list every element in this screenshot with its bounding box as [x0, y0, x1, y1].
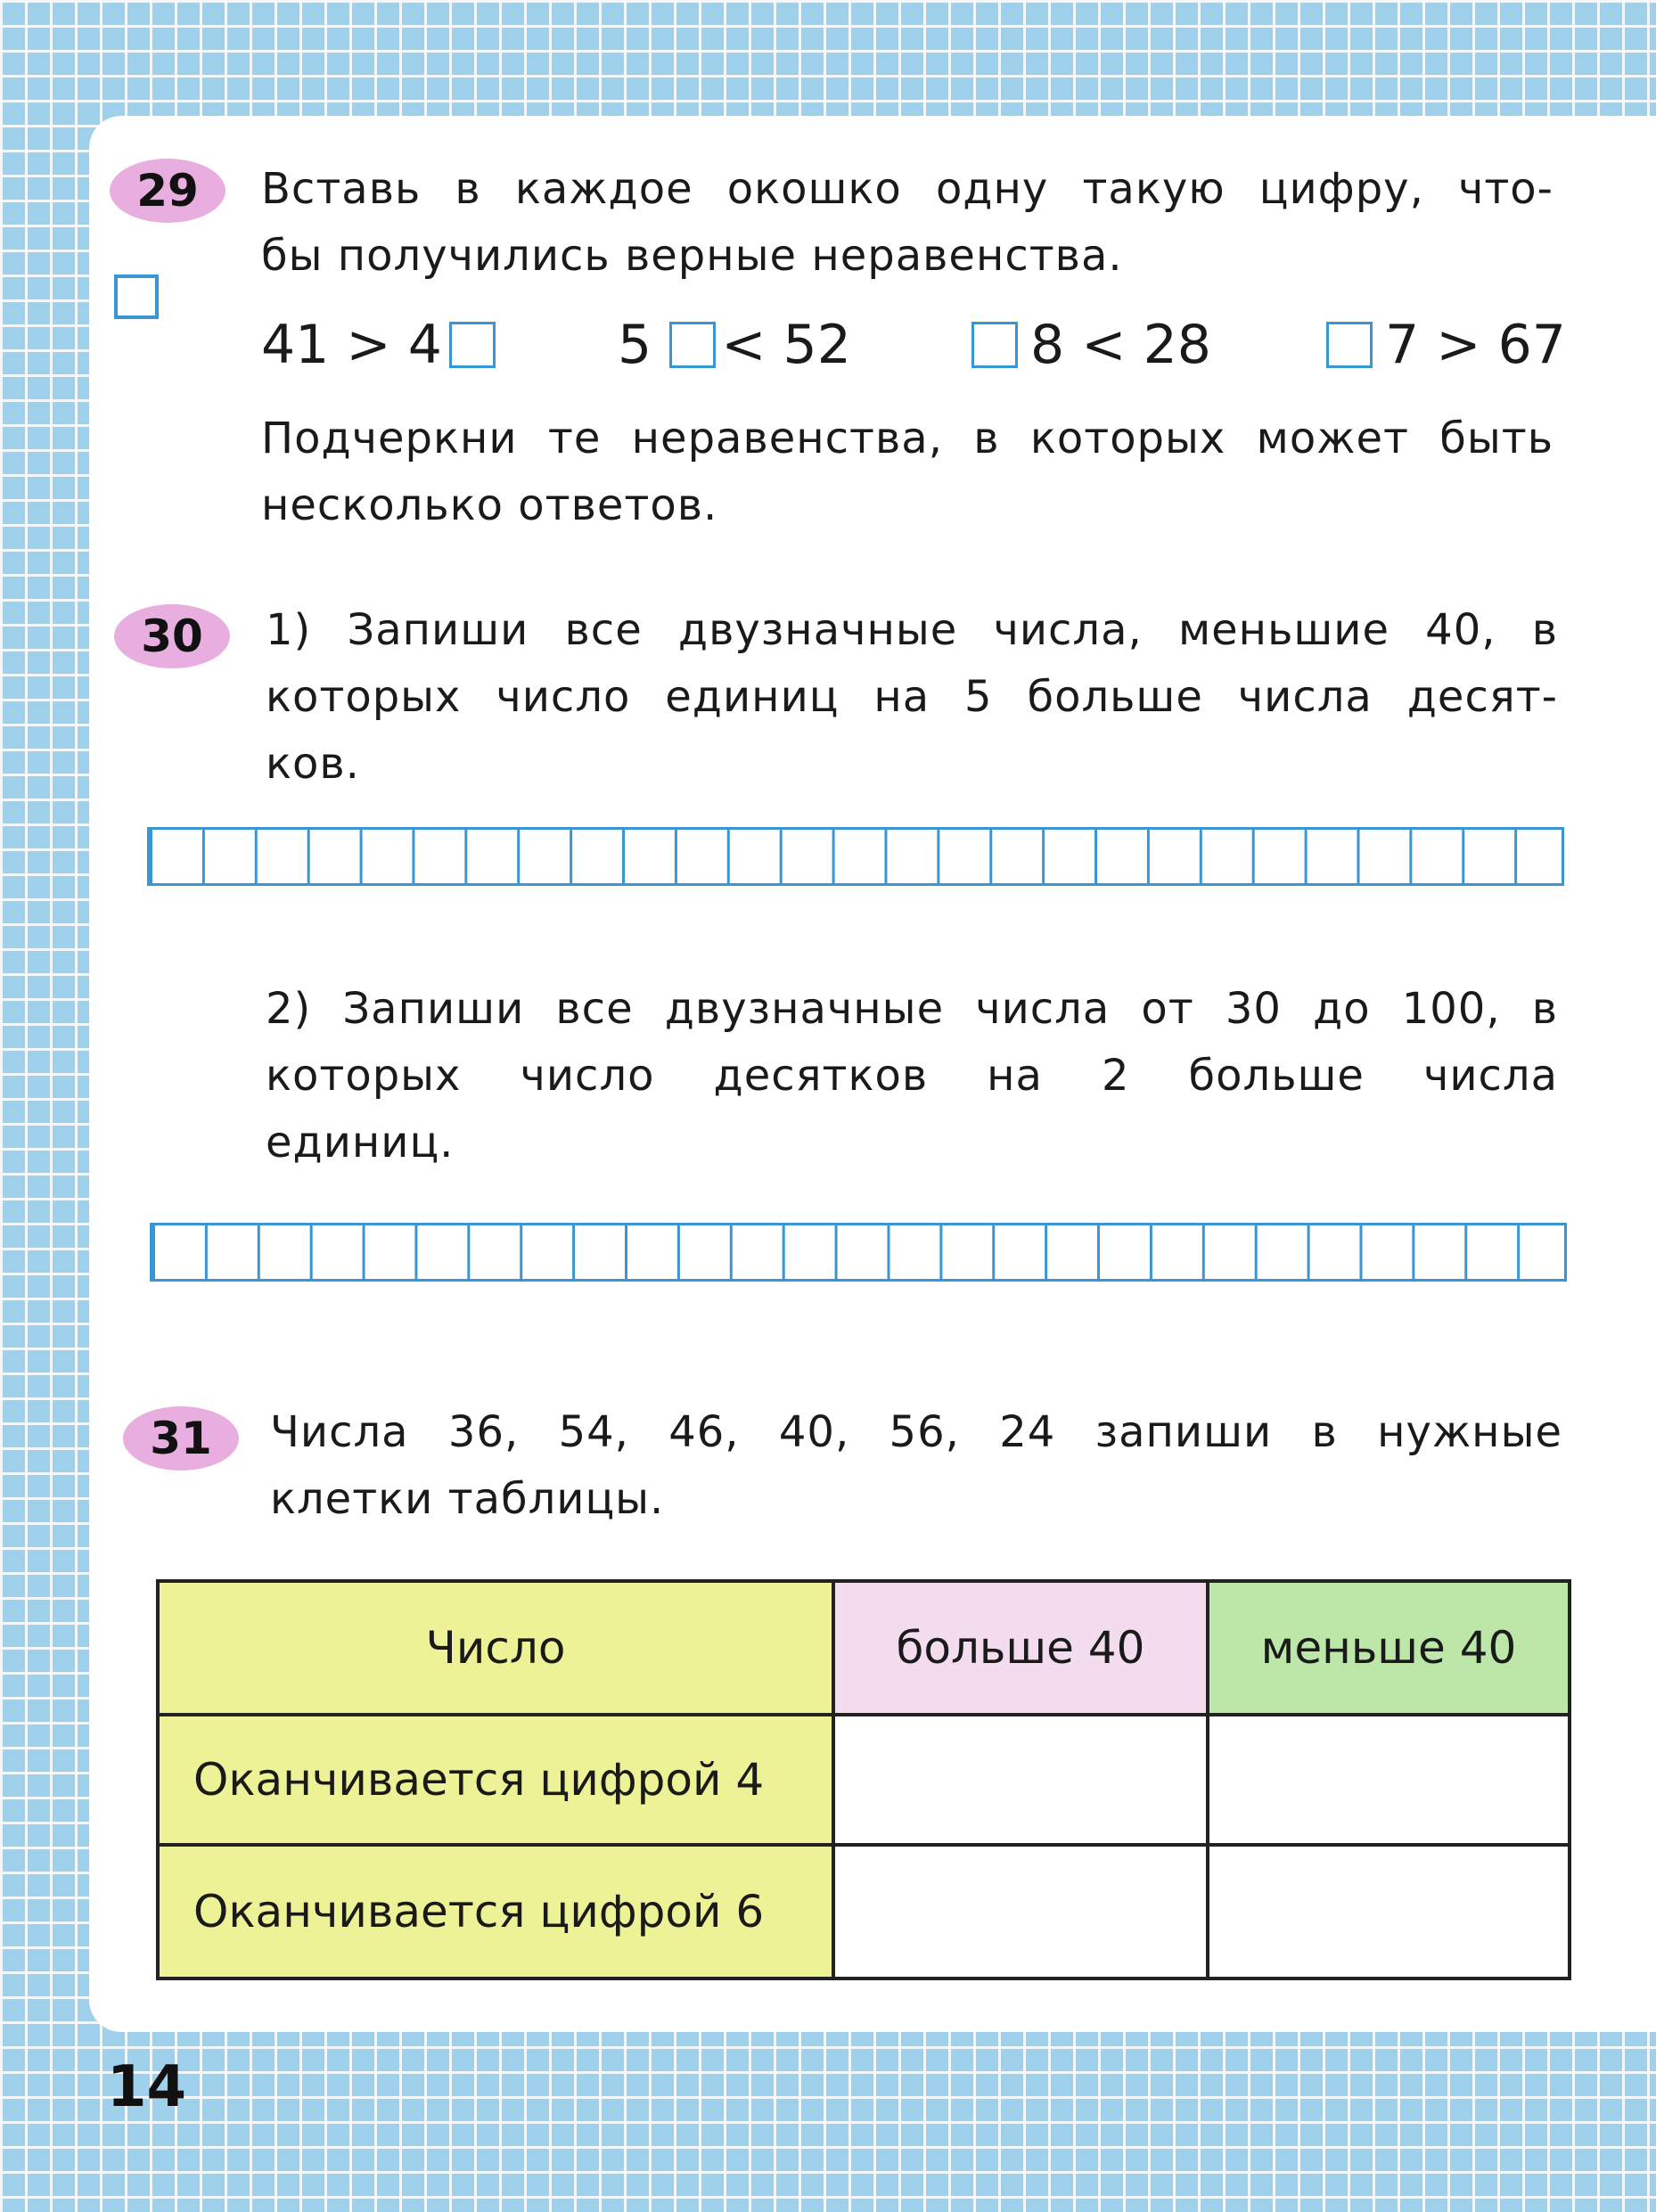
inequality-3: [971, 314, 1211, 376]
task-29-line-2: бы получились верные неравенства.: [261, 231, 1123, 281]
cell-ends-4-greater[interactable]: [833, 1715, 1208, 1844]
inequality-1-left: 41 > 4: [261, 314, 442, 376]
inequality-3-box[interactable]: [971, 322, 1018, 368]
task-30-answer-cells-1[interactable]: [147, 827, 1564, 886]
task-29-note-line-2: несколько ответов.: [261, 480, 718, 530]
task-31-table: [156, 1579, 1571, 1980]
inequality-4: [1326, 314, 1566, 376]
task-31-line-1: Числа 36, 54, 46, 40, 56, 24 запиши в нужные: [270, 1407, 1562, 1457]
inequality-3-right: 8 < 28: [1030, 314, 1211, 376]
task-30-part-2-line-2: которых число десятков на 2 больше числа: [266, 1051, 1558, 1101]
inequality-2-right: < 52: [721, 314, 851, 376]
row-label-ends-6: Оканчивается цифрой 6: [158, 1845, 833, 1979]
table-row: [158, 1845, 1570, 1979]
task-29-checkbox[interactable]: [114, 274, 159, 319]
cell-ends-4-less[interactable]: [1208, 1715, 1570, 1844]
inequality-1-box[interactable]: [449, 322, 496, 368]
task-30-part-2-line-3: единиц.: [266, 1118, 455, 1167]
cell-ends-6-greater[interactable]: [833, 1845, 1208, 1979]
task-31-line-2: клетки таблицы.: [270, 1474, 665, 1524]
cell-ends-6-less[interactable]: [1208, 1845, 1570, 1979]
task-30-part-1-line-2: которых число единиц на 5 больше числа десят-: [266, 672, 1558, 722]
header-cell-number: Число: [158, 1581, 833, 1715]
task-29-note: [261, 406, 1554, 539]
task-30-part-2-line-1: 2) Запиши все двузначные числа от 30 до 100, в: [266, 984, 1558, 1034]
task-30-badge: 30: [114, 604, 230, 668]
table-row: [158, 1715, 1570, 1844]
header-cell-greater: больше 40: [833, 1581, 1208, 1715]
row-label-ends-4: Оканчивается цифрой 4: [158, 1715, 833, 1844]
header-cell-less: меньше 40: [1208, 1581, 1570, 1715]
inequality-4-box[interactable]: [1326, 322, 1373, 368]
task-29-line-1: Вставь в каждое окошко одну такую цифру, что-: [261, 164, 1554, 214]
page-number: 14: [107, 2054, 187, 2120]
table-header-row: [158, 1581, 1570, 1715]
task-31-instruction: [270, 1399, 1562, 1533]
task-30-part-2: [266, 976, 1558, 1176]
task-31-badge: 31: [123, 1406, 239, 1471]
inequality-4-right: 7 > 67: [1385, 314, 1566, 376]
inequality-2: [618, 314, 851, 376]
task-29-instruction: [261, 156, 1554, 290]
task-30-part-1-line-3: ков.: [266, 739, 360, 789]
inequality-2-box[interactable]: [669, 322, 716, 368]
task-30-part-1-line-1: 1) Запиши все двузначные числа, меньшие 40, в: [266, 605, 1558, 655]
task-29-badge: 29: [110, 159, 225, 223]
task-30-part-1: [266, 597, 1558, 798]
task-29-note-line-1: Подчеркни те неравенства, в которых может быть: [261, 414, 1554, 463]
task-30-answer-cells-2[interactable]: [150, 1223, 1567, 1282]
inequality-2-left: 5: [618, 314, 652, 376]
inequality-1: [261, 314, 496, 376]
